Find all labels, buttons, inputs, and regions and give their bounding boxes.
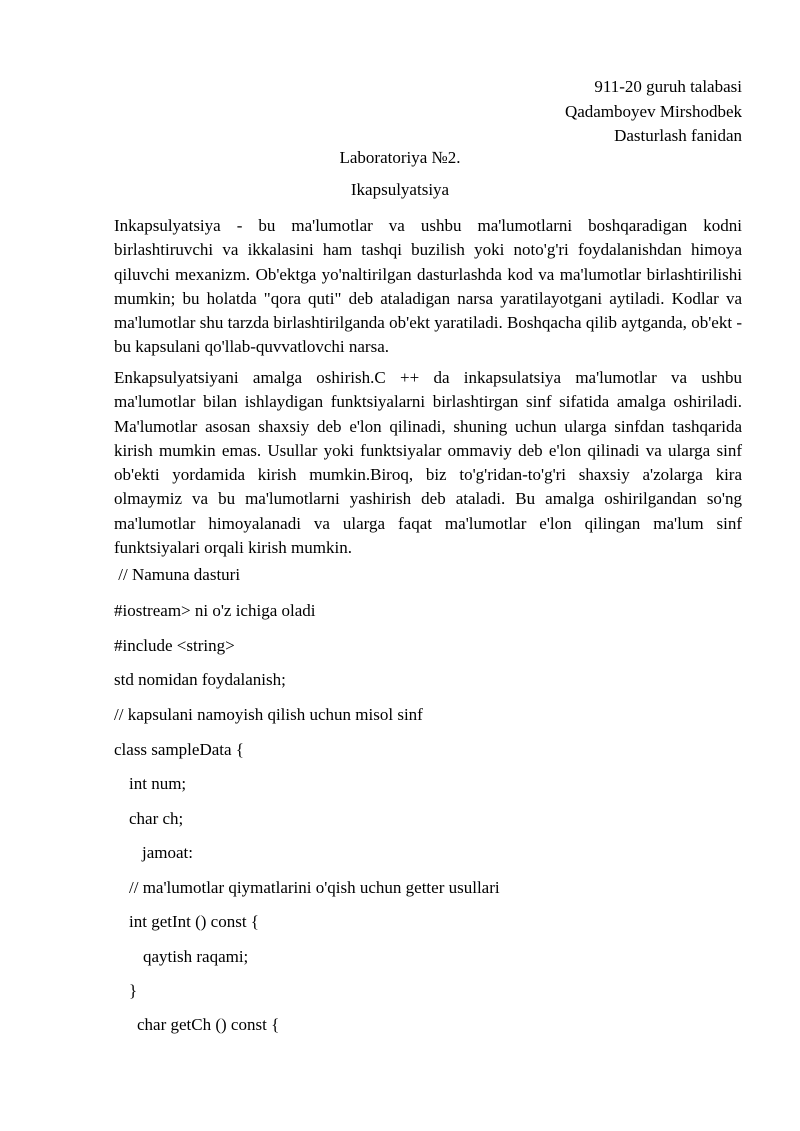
code-line: // Namuna dasturi: [114, 565, 241, 584]
code-line: std nomidan foydalanish;: [114, 670, 286, 689]
code-line: int getInt () const {: [129, 912, 259, 931]
code-line: #include <string>: [114, 636, 235, 655]
code-line: jamoat:: [142, 843, 193, 862]
code-line: // ma'lumotlar qiymatlarini o'qish uchun getter usullari: [129, 878, 500, 897]
paragraph-encapsulation-implementation: Enkapsulyatsiyani amalga oshirish.C ++ da inkapsulatsiya ma'lumotlar va ushbu ma'lumotlar bilan ishlaydigan funktsiyalarni birlashtirgan sinf sifatida amalga oshiriladi. Ma'lumotlar asosan shaxsiy deb e'lon qilinadi, shuning uchun ularga sinfdan tashqarida kirish mumkin emas. Usullar yoki funktsiyalar ommaviy deb e'lon qilinadi va ularga sinf ob'ekti yordamida kirish mumkin.Biroq, biz to'g'ridan-to'g'ri shaxsiy a'zolarga kira olmaymiz va bu ma'lumotlarni yashirish deb ataladi. Bu amalga oshirilgandan so'ng ma'lumotlar himoyalanadi va ularga faqat ma'lumotlar e'lon qilingan ma'lum sinf funktsiyalari orqali kirish mumkin.: [114, 368, 742, 558]
student-name: Qadamboyev Mirshodbek: [564, 102, 742, 121]
paragraph-encapsulation-definition: Inkapsulyatsiya - bu ma'lumotlar va ushbu ma'lumotlarni boshqaradigan kodni birlashtiruvchi va ikkalasini ham tashqi buzilish yoki noto'g'ri foydalanishdan himoya qiluvchi mexanizm. Ob'ektga yo'naltirilgan dasturlashda kod va ma'lumotlar birlashtirilishi mumkin; bu holatda "qora quti" deb ataladigan narsa yaratilayotgani aytiladi. Kodlar va ma'lumotlar shu tarzda birlashtirilganda ob'ekt yaratiladi. Boshqacha qilib aytganda, ob'ekt - bu kapsulani qo'llab-quvvatlovchi narsa.: [114, 216, 742, 357]
code-line: int num;: [129, 774, 187, 793]
lab-title: Laboratoriya №2.: [339, 148, 461, 167]
topic-title: Ikapsulyatsiya: [350, 180, 450, 199]
code-line: // kapsulani namoyish qilish uchun misol sinf: [114, 705, 423, 724]
code-line: #iostream> ni o'z ichiga oladi: [114, 601, 316, 620]
student-group: 911-20 guruh talabasi: [594, 77, 742, 96]
code-line: }: [129, 981, 138, 1000]
code-line: char getCh () const {: [137, 1015, 280, 1034]
code-line: qaytish raqami;: [143, 947, 249, 966]
code-line: class sampleData {: [114, 740, 244, 759]
code-line: char ch;: [129, 809, 184, 828]
subject-name: Dasturlash fanidan: [614, 126, 742, 145]
